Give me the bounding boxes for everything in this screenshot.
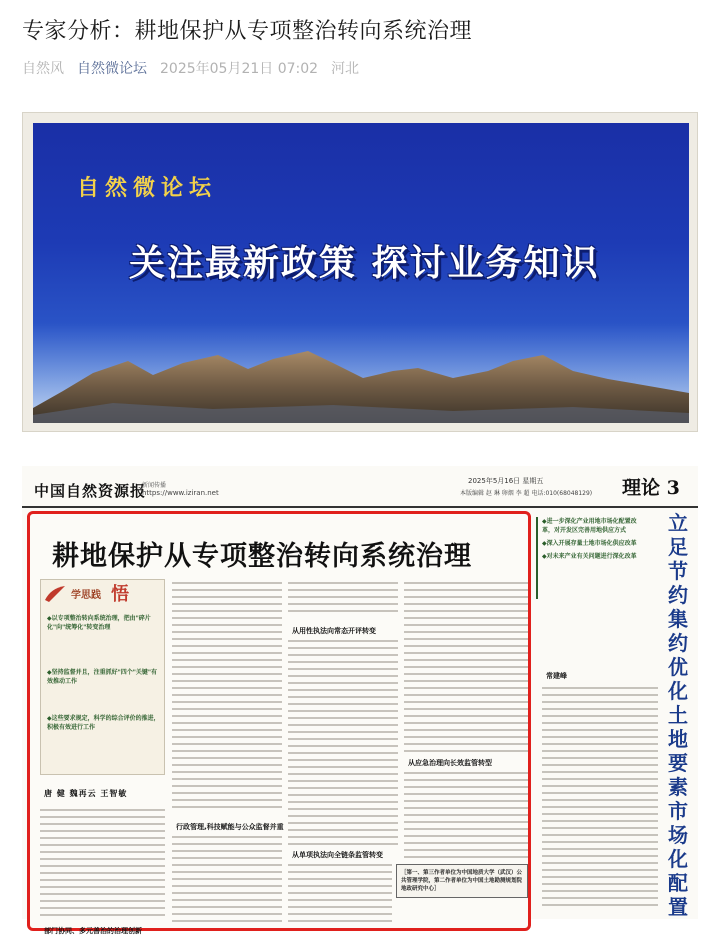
body-text-column	[288, 640, 398, 850]
newspaper-masthead	[22, 466, 698, 508]
newspaper-name: 中国自然资源报	[34, 482, 147, 500]
body-text-column	[172, 582, 282, 813]
side-article	[534, 511, 698, 921]
body-text-column	[172, 836, 282, 927]
article-meta	[22, 58, 359, 78]
newspaper-subtitle: 新闻传播	[142, 482, 167, 489]
side-point: ◆对未来产业有关问题进行深化改革	[542, 553, 637, 560]
newspaper-page-image	[22, 466, 698, 935]
expert-header	[41, 580, 164, 604]
feature-title: 耕地保护从专项整治转向系统治理	[52, 541, 472, 572]
author-affiliation: ［第一、第三作者单位为中国地质大学（武汉）公共管理学院，第二作者单位为中国土地勘测规划院地政研究中心］	[401, 870, 523, 892]
feature-authors: 唐 健 魏再云 王智敏	[44, 789, 128, 798]
banner-forum-name: 自然微论坛	[77, 175, 218, 201]
side-vertical-title: 立足节约集约优化土地要素市场化配置	[668, 511, 688, 919]
expert-point: ◆以专项整治转向系统治理，把由"碎片化"向"统筹化"转变治理	[47, 615, 151, 631]
body-text-column	[288, 864, 392, 927]
newspaper-section: 理论 3	[622, 477, 680, 499]
banner-image	[22, 112, 698, 432]
section-subhead: 部门协同、多元善治的治理创新	[44, 927, 142, 935]
section-subhead: 从单项执法向全链条监管转变	[292, 851, 383, 859]
newspaper-url: https://www.iziran.net	[142, 489, 219, 497]
publish-datetime: 2025年05月21日 07:02	[160, 61, 319, 77]
section-subhead: 从应急治理向长效监管转型	[408, 759, 492, 767]
newspaper-editors: 本版编辑 赵 琳 卵烟 李 超 电话:010(68048129)	[460, 490, 593, 497]
body-text-column	[404, 582, 528, 757]
body-text-column	[542, 687, 658, 911]
feature-article-box	[27, 511, 531, 935]
article-title: 专家分析：耕地保护从专项整治转向系统治理	[22, 19, 473, 44]
expert-point: ◆这些要求规定，科学的综合评价的推进，积极有效进行工作	[47, 715, 160, 731]
side-point: ◆深入开展存量土地市场化供应改革	[542, 540, 637, 547]
expert-label: 学思践	[71, 590, 101, 601]
author-affiliation-box	[396, 864, 528, 898]
brush-icon	[43, 582, 69, 604]
newspaper-date: 2025年5月16日 星期五	[468, 477, 544, 485]
expert-box	[40, 579, 165, 775]
body-text-column	[288, 582, 398, 617]
body-text-column	[404, 772, 528, 863]
section-subhead: 行政管理,科技赋能与公众监督并重	[176, 823, 284, 831]
author-name: 自然风	[22, 61, 64, 77]
section-subhead: 从用性执法向常态开评转变	[292, 627, 376, 635]
expert-point: ◆坚持监督并且，注重抓好"四个"关键"有效推动工作	[47, 669, 157, 685]
account-name-link[interactable]: 自然微论坛	[77, 61, 147, 77]
side-point: ◆进一步深化产业用地市场化配置改革，对开发区完善用地供应方式	[542, 518, 637, 534]
side-author: 常建峰	[546, 672, 567, 680]
banner-slogan: 关注最新政策 探讨业务知识	[129, 243, 600, 284]
expert-char: 悟	[111, 584, 129, 605]
banner-picture	[33, 123, 689, 423]
side-intro-points	[536, 517, 646, 599]
publish-location: 河北	[331, 61, 360, 77]
body-text-column	[40, 809, 165, 921]
